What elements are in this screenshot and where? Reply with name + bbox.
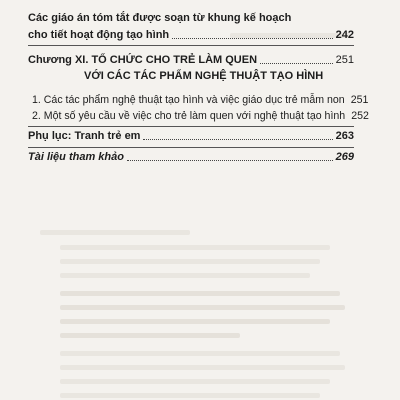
divider-rule (28, 126, 354, 127)
section-title: 1. Các tác phẩm nghệ thuật tạo hình và việc giáo dục trẻ mẫm non (32, 94, 345, 106)
chapter-title: Chương XI. TỔ CHỨC CHO TRẺ LÀM QUEN (28, 54, 258, 66)
toc-entry-text: Các giáo án tóm tắt được soạn từ khung kế hoạch (28, 12, 292, 24)
chapter-title: VỚI CÁC TÁC PHẨM NGHỆ THUẬT TẠO HÌNH (84, 70, 324, 82)
toc-entry-lesson-plans-line1 (28, 12, 354, 25)
section-title: 2. Một số yêu cầu về việc cho trẻ làm quen với nghệ thuật tạo hình (32, 110, 346, 122)
toc-section-2 (32, 110, 369, 123)
toc-entry-lesson-plans-line2 (28, 29, 354, 42)
toc-chapter-11-line1 (28, 54, 354, 67)
cut-off-previous-entry (28, 0, 354, 3)
toc-page-number: 252 (351, 110, 369, 122)
toc-section-1 (32, 94, 369, 107)
leader-dots (143, 138, 332, 140)
toc-page-number: 269 (335, 151, 354, 163)
toc-entry-text: cho tiết hoạt động tạo hình (28, 29, 170, 41)
references-title: Tài liệu tham khảo (28, 151, 124, 163)
toc-chapter-11-line2 (84, 70, 354, 83)
appendix-title: Phụ lục: Tranh trẻ em (28, 130, 141, 142)
leader-dots (127, 159, 333, 161)
divider-rule (28, 147, 354, 148)
leader-dots (172, 37, 332, 39)
toc-references (28, 151, 354, 164)
leader-dots (260, 62, 333, 64)
toc-page-number: 242 (335, 29, 354, 41)
divider-rule (28, 45, 354, 46)
toc-appendix (28, 130, 354, 143)
toc-page-number: 251 (350, 94, 369, 106)
toc-page-number: 263 (335, 130, 354, 142)
toc-page-number: 251 (335, 54, 354, 66)
